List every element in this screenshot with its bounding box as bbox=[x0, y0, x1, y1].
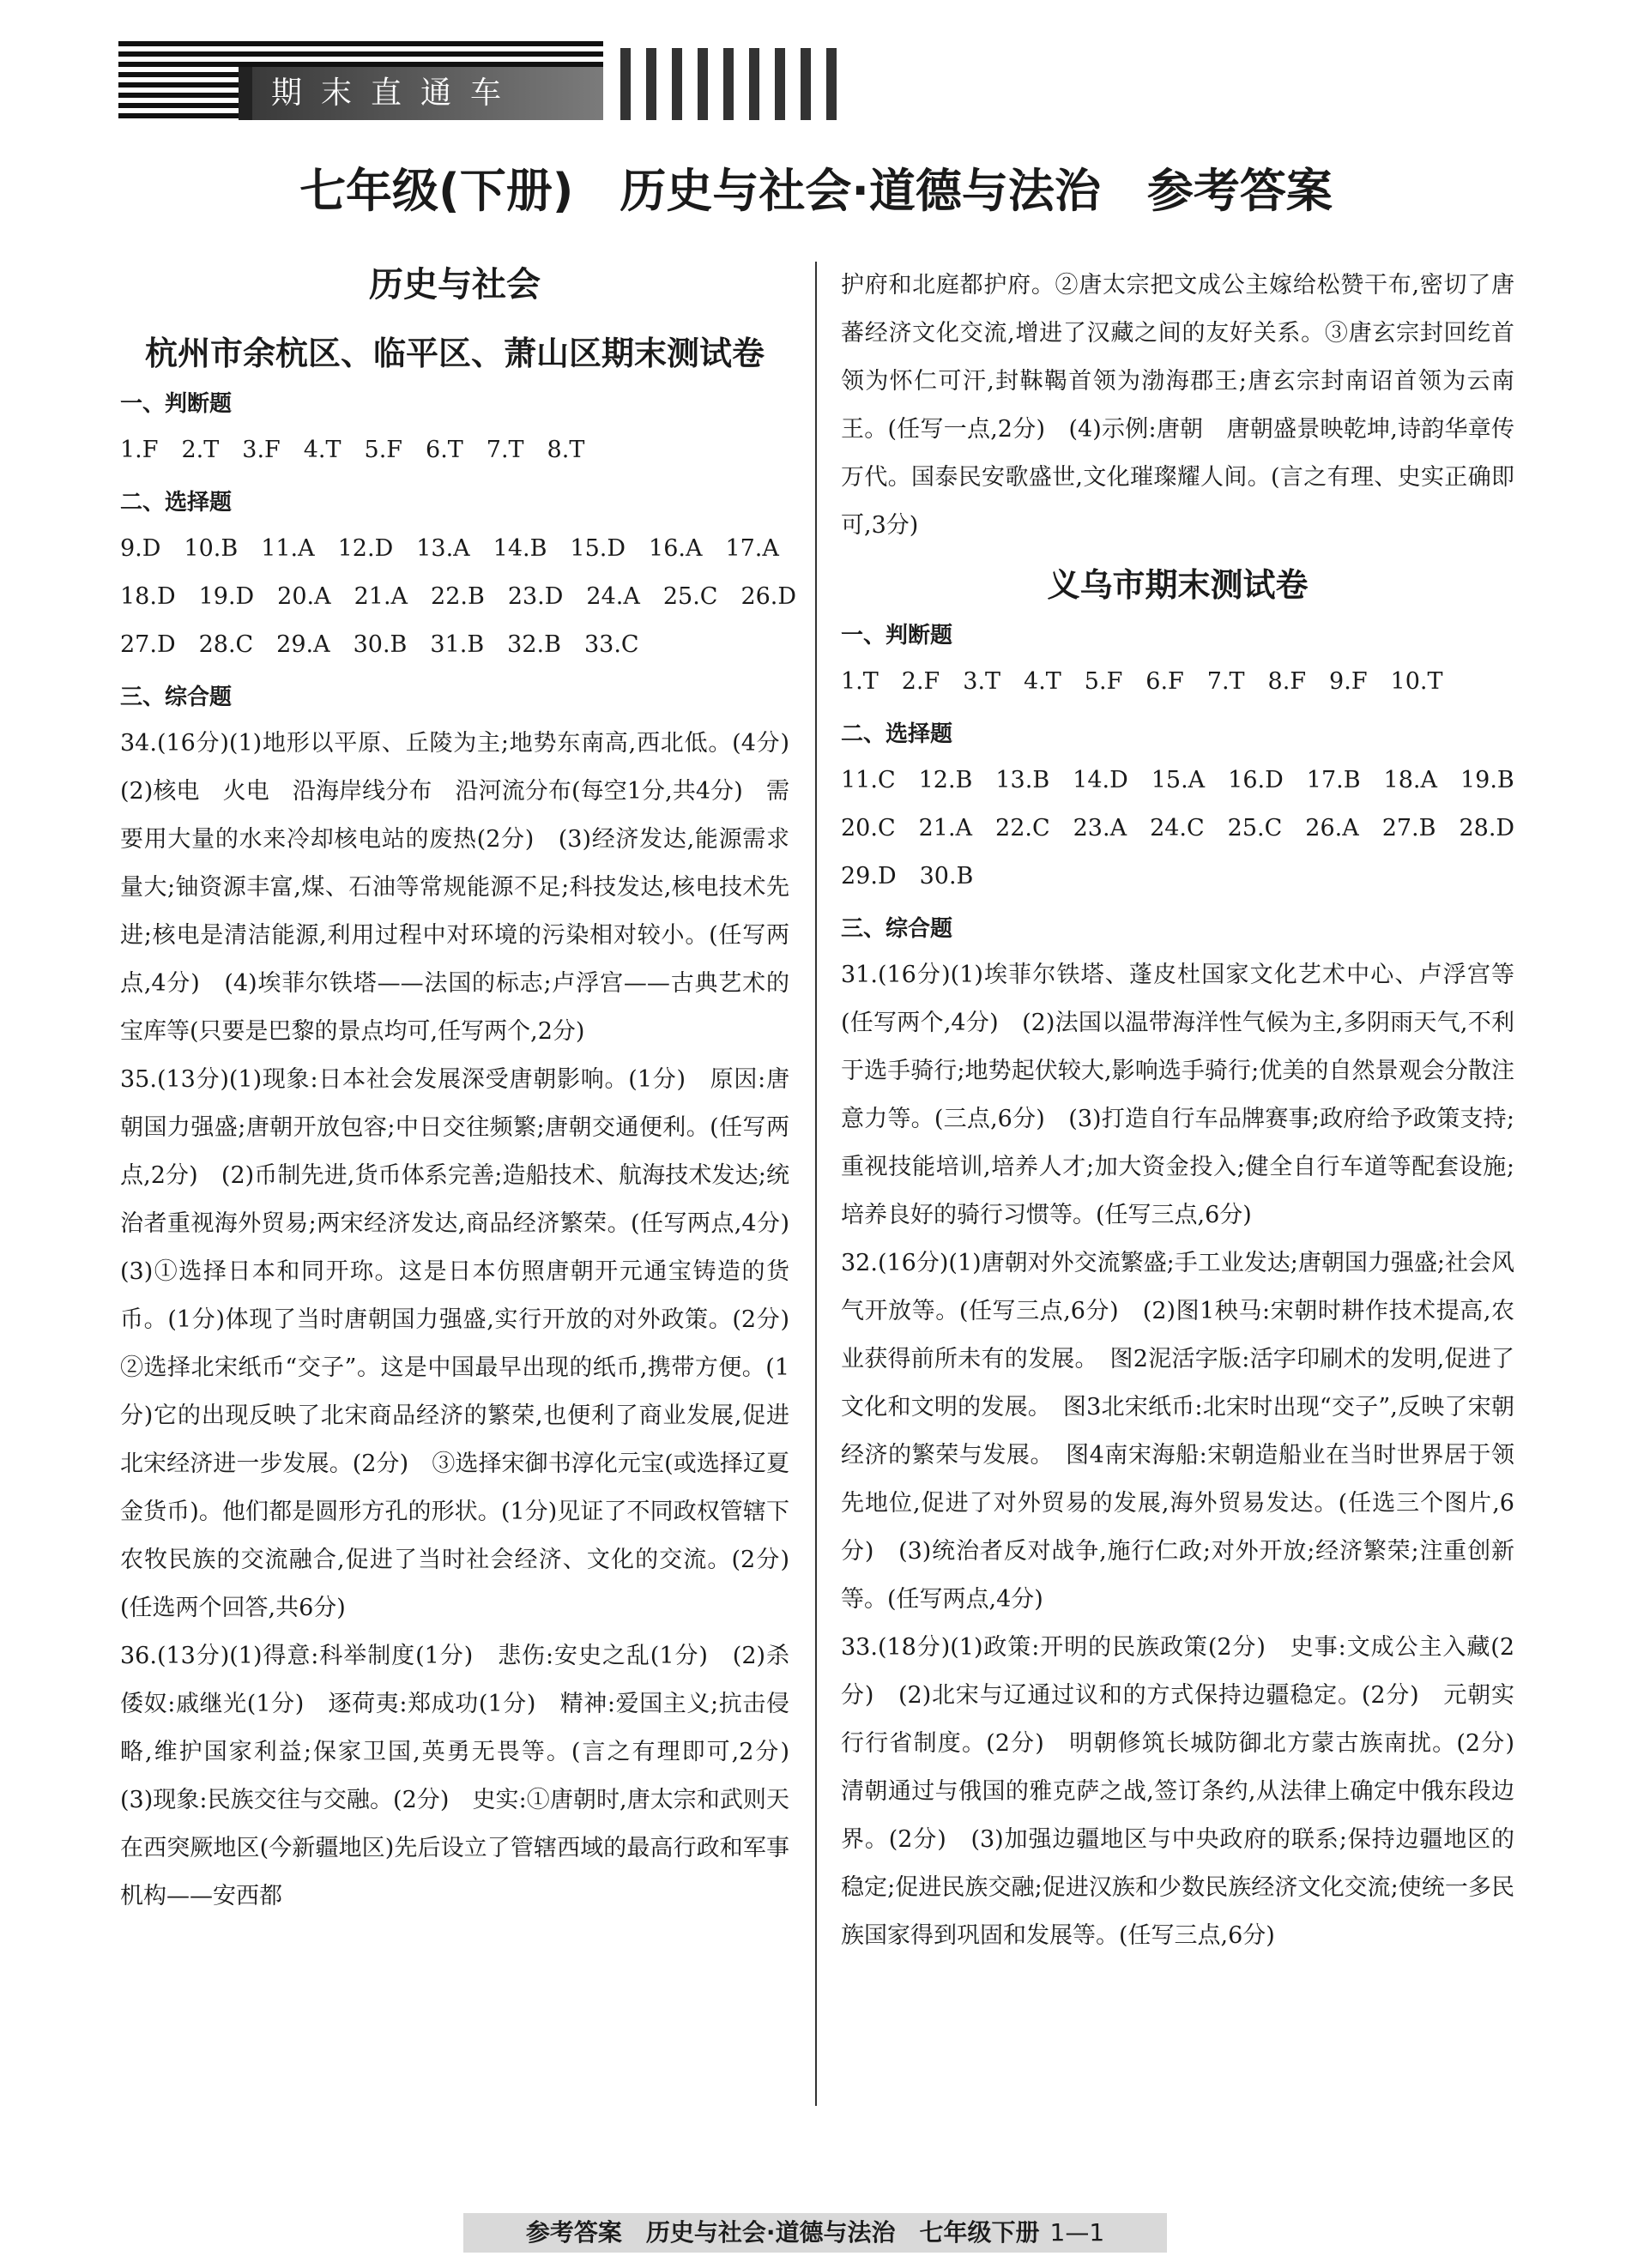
comprehensive-heading: 三、综合题 bbox=[120, 685, 233, 710]
answer-q33: 33.(18分)(1)政策:开明的民族政策(2分) 史事:文成公主入藏(2分) (2)北宋与辽通过议和的方式保持边疆稳定。(2分) 元朝实行行省制度。(2分) 明朝修筑长城防御北方蒙古族南扰。(2分) 清朝通过与俄国的雅克萨之战,签订条约,从法律上确定中俄东段边界。(2分) (3)加强边疆地区与中央政府的联系;保持边疆地区的稳定;促进民族交融;促进汉族和少数民族经济文化交流;使统一多民族国家得到巩固和发展等。(任写三点,6分) bbox=[841, 1634, 1538, 1949]
header-banner bbox=[118, 41, 839, 120]
section-heading: 历史与社会 bbox=[369, 265, 541, 305]
paper-title: 义乌市期末测试卷 bbox=[1047, 566, 1309, 604]
left-column bbox=[120, 257, 813, 1921]
answer-q34: 34.(16分)(1)地形以平原、丘陵为主;地势东南高,西北低。(4分) (2)核电 火电 沿海岸线分布 沿河流分布(每空1分,共4分) 需要用大量的水来冷却核电站的废热(2分) (3)经济发达,能源需求量大;铀资源丰富,煤、石油等常规能源不足;科技发达,核电技术先进;核电是清洁能源,利用过程中对环境的污染相对较小。(任写两点,4分) (4)埃菲尔铁塔——法国的标志;卢浮宫——古典艺术的宝库等(只要是巴黎的景点均可,任写两个,2分) bbox=[120, 730, 813, 1045]
choice-heading: 二、选择题 bbox=[841, 721, 953, 747]
answer-q32: 32.(16分)(1)唐朝对外交流繁盛;手工业发达;唐朝国力强盛;社会风气开放等。(任写三点,6分) (2)图1秧马:宋朝时耕作技术提高,农业获得前所未有的发展。 图2泥活字版:活字印刷术的发明,促进了文化和文明的发展。 图3北宋纸币:北宋时出现“交子”,反映了宋朝经济的繁荣与发展。 图4南宋海船:宋朝造船业在当时世界居于领先地位,促进了对外贸易的发展,海外贸易发达。(任选三个图片,6分) (3)统治者反对战争,施行仁政;对外开放;经济繁荣;注重创新等。(任写两点,4分) bbox=[841, 1250, 1514, 1613]
choice-answers-row: 18.D 19.D 20.A 21.A 22.B 23.D 24.A 25.C 26.D bbox=[120, 583, 797, 610]
footer-text: 参考答案 历史与社会·道德与法治 七年级下册 bbox=[525, 2218, 1040, 2247]
right-column bbox=[841, 262, 1538, 1960]
choice-answers-row: 29.D 30.B bbox=[841, 863, 974, 890]
answer-q31: 31.(16分)(1)埃菲尔铁塔、蓬皮杜国家文化艺术中心、卢浮宫等(任写两个,4分) (2)法国以温带海洋性气候为主,多阴雨天气,不利于选手骑行;地势起伏较大,影响选手骑行;优美的自然景观会分散注意力等。(三点,6分) (3)打造自行车品牌赛事;政府给予政策支持;重视技能培训,培养人才;加大资金投入;健全自行车道等配套设施;培养良好的骑行习惯等。(任写三点,6分) bbox=[841, 962, 1514, 1228]
choice-answers-row: 20.C 21.A 22.C 23.A 24.C 25.C 26.A 27.B 28.D bbox=[841, 815, 1515, 841]
paper-title: 杭州市余杭区、临平区、萧山区期末测试卷 bbox=[144, 335, 765, 372]
choice-answers-row: 27.D 28.C 29.A 30.B 31.B 32.B 33.C bbox=[120, 631, 639, 658]
judge-heading: 一、判断题 bbox=[841, 623, 953, 648]
judge-heading: 一、判断题 bbox=[120, 391, 233, 417]
comprehensive-heading: 三、综合题 bbox=[841, 916, 953, 942]
choice-answers-row: 11.C 12.B 13.B 14.D 15.A 16.D 17.B 18.A 19.B bbox=[841, 767, 1514, 793]
banner-bars bbox=[620, 48, 839, 120]
choice-answers-row: 9.D 10.B 11.A 12.D 13.A 14.B 15.D 16.A 17.A bbox=[120, 535, 779, 562]
banner-label: 期末直通车 bbox=[239, 67, 603, 120]
judge-answers: 1.F 2.T 3.F 4.T 5.F 6.T 7.T 8.T bbox=[120, 437, 585, 463]
answer-q36: 36.(13分)(1)得意:科举制度(1分) 悲伤:安史之乱(1分) (2)杀倭奴:戚继光(1分) 逐荷夷:郑成功(1分) 精神:爱国主义;抗击侵略,维护国家利益;保家卫国,英勇无畏等。(言之有理即可,2分) (3)现象:民族交往与交融。(2分) 史实:①唐朝时,唐太宗和武则天在西突厥地区(今新疆地区)先后设立了管辖西域的最高行政和军事机构——安西都 bbox=[120, 1643, 813, 1909]
page-footer bbox=[463, 2213, 1167, 2253]
column-divider bbox=[815, 262, 817, 2106]
choice-heading: 二、选择题 bbox=[120, 490, 233, 516]
document-title: 七年级(下册) 历史与社会·道德与法治 参考答案 bbox=[299, 164, 1333, 218]
judge-answers: 1.T 2.F 3.T 4.T 5.F 6.F 7.T 8.F 9.F 10.T bbox=[841, 668, 1443, 695]
answer-q35: 35.(13分)(1)现象:日本社会发展深受唐朝影响。(1分) 原因:唐朝国力强盛;唐朝开放包容;中日交往频繁;唐朝交通便利。(任写两点,2分) (2)币制先进,货币体系完善;造船技术、航海技术发达;统治者重视海外贸易;两宋经济发达,商品经济繁荣。(任写两点,4分) (3)①选择日本和同开珎。这是日本仿照唐朝开元通宝铸造的货币。(1分)体现了当时唐朝国力强盛,实行开放的对外政策。(2分) ②选择北宋纸币“交子”。这是中国最早出现的纸币,携带方便。(1分)它的出现反映了北宋商品经济的繁荣,也便利了商业发展,促进北宋经济进一步发展。(2分) ③选择宋御书淳化元宝(或选择辽夏金货币)。他们都是圆形方孔的形状。(1分)见证了不同政权管辖下农牧民族的交流融合,促进了当时社会经济、文化的交流。(2分)(任选两个回答,共6分) bbox=[120, 1066, 813, 1621]
answer-q36-continued: 护府和北庭都护府。②唐太宗把文成公主嫁给松赞干布,密切了唐蕃经济文化交流,增进了汉藏之间的友好关系。③唐玄宗封回纥首领为怀仁可汗,封靺鞨首领为渤海郡王;唐玄宗封南诏首领为云南王。(任写一点,2分) (4)示例:唐朝 唐朝盛景映乾坤,诗韵华章传万代。国泰民安歌盛世,文化璀璨耀人间。(言之有理、史实正确即可,3分) bbox=[841, 272, 1514, 539]
page-number: 1—1 bbox=[1049, 2218, 1105, 2247]
